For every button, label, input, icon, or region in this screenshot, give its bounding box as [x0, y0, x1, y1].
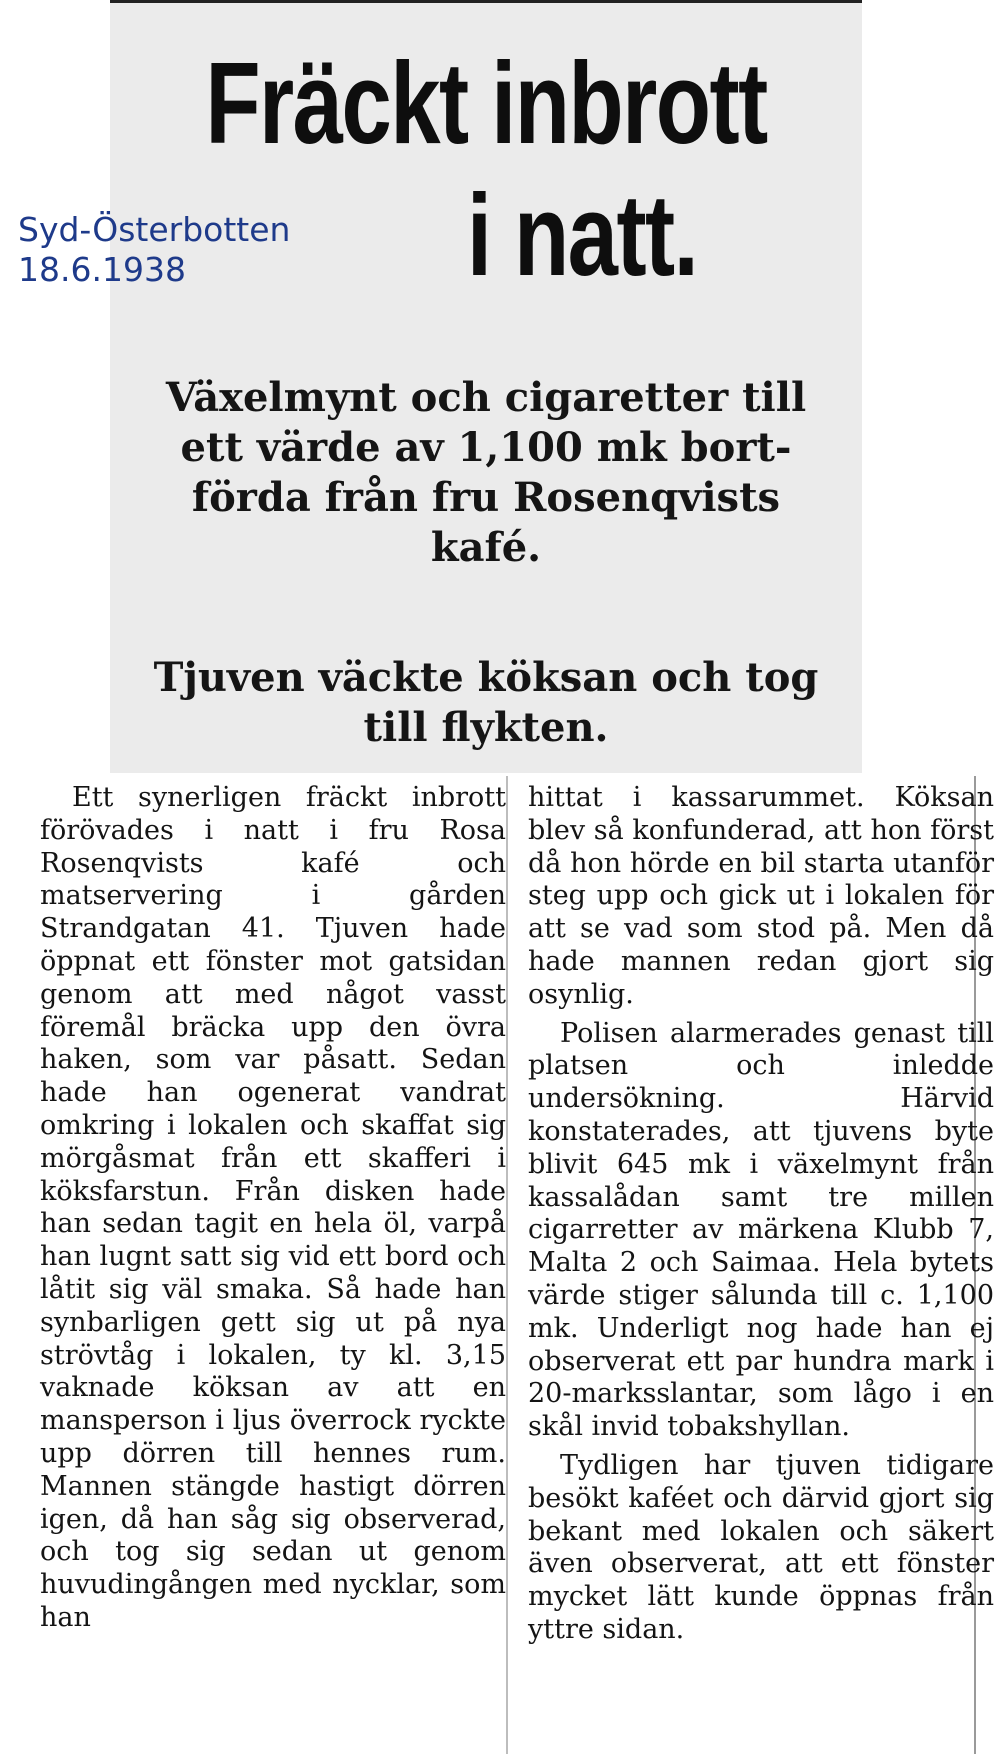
article-paragraph: Polisen alarmerades genast till platsen och inledde undersökning. Härvid konstaterades, att tjuvens byte blivit 645 mk i växelmynt från kassalådan samt tre millen cigarretter av märkena Klubb 7, Malta 2 och Saimaa. Hela bytets värde stiger sålunda till c. 1,100 mk. Underligt nog hade han ej observerat ett par hundra mark i 20-marksslantar, som lågo i en skål invid tobakshyllan. — [528, 1017, 994, 1443]
subheadline-2 — [110, 653, 862, 753]
headline-block — [110, 0, 862, 773]
subheadline-2-line: Tjuven väckte köksan och tog — [153, 654, 819, 701]
subheadline-1-line: förda från fru Rosenqvists — [191, 474, 781, 521]
source-date: 18.6.1938 — [18, 250, 186, 289]
subheadline-1-line: ett värde av 1,100 mk bort- — [180, 424, 792, 471]
headline-line-2: i natt. — [466, 170, 698, 300]
subheadline-2-line: till flykten. — [363, 704, 609, 751]
article-paragraph: Ett synerligen fräckt inbrott förövades i natt i fru Rosa Rosenqvists kafé och matservering i gården Strandgatan 41. Tjuven hade öppnat ett fönster mot gatsidan genom att med något vasst föremål bräcka upp den övra haken, som var påsatt. Sedan hade han ogenerat vandrat omkring i lokalen och skaffat sig mörgåsmat från ett skafferi i köksfarstun. Från disken hade han sedan tagit en hela öl, varpå han lugnt satt sig vid ett bord och låtit sig väl smaka. Så hade han synbarligen gett sig ut på nya strövtåg i lokalen, ty kl. 3,15 vaknade köksan av att en mansperson i ljus överrock ryckte upp dörren till hennes rum. Mannen stängde hastigt dörren igen, då han såg sig observerad, och tog sig sedan ut genom huvudingången med nycklar, som han — [40, 782, 506, 1633]
subheadline-1-line: kafé. — [430, 524, 542, 571]
subheadline-1-line: Växelmynt och cigaretter till — [165, 374, 807, 421]
article-paragraph: hittat i kassarummet. Köksan blev så konfunderad, att hon först då hon hörde en bil starta utanför steg upp och gick ut i lokalen för att se vad som stod på. Men då hade mannen redan gjort sig osynlig. — [528, 782, 994, 1010]
article-column-left — [40, 782, 506, 1635]
article-column-right — [528, 782, 994, 1647]
column-divider — [506, 776, 508, 1754]
source-paper: Syd-Österbotten — [18, 210, 291, 249]
source-label — [18, 210, 290, 290]
article-paragraph: Tydligen har tjuven tidigare besökt kaféet och därvid gjort sig bekant med lokalen och säkert även observerat, att ett fönster mycket lätt kunde öppnas från yttre sidan. — [528, 1449, 994, 1645]
subheadline-1 — [110, 373, 862, 573]
headline-line-1: Fräckt inbrott — [205, 38, 767, 168]
